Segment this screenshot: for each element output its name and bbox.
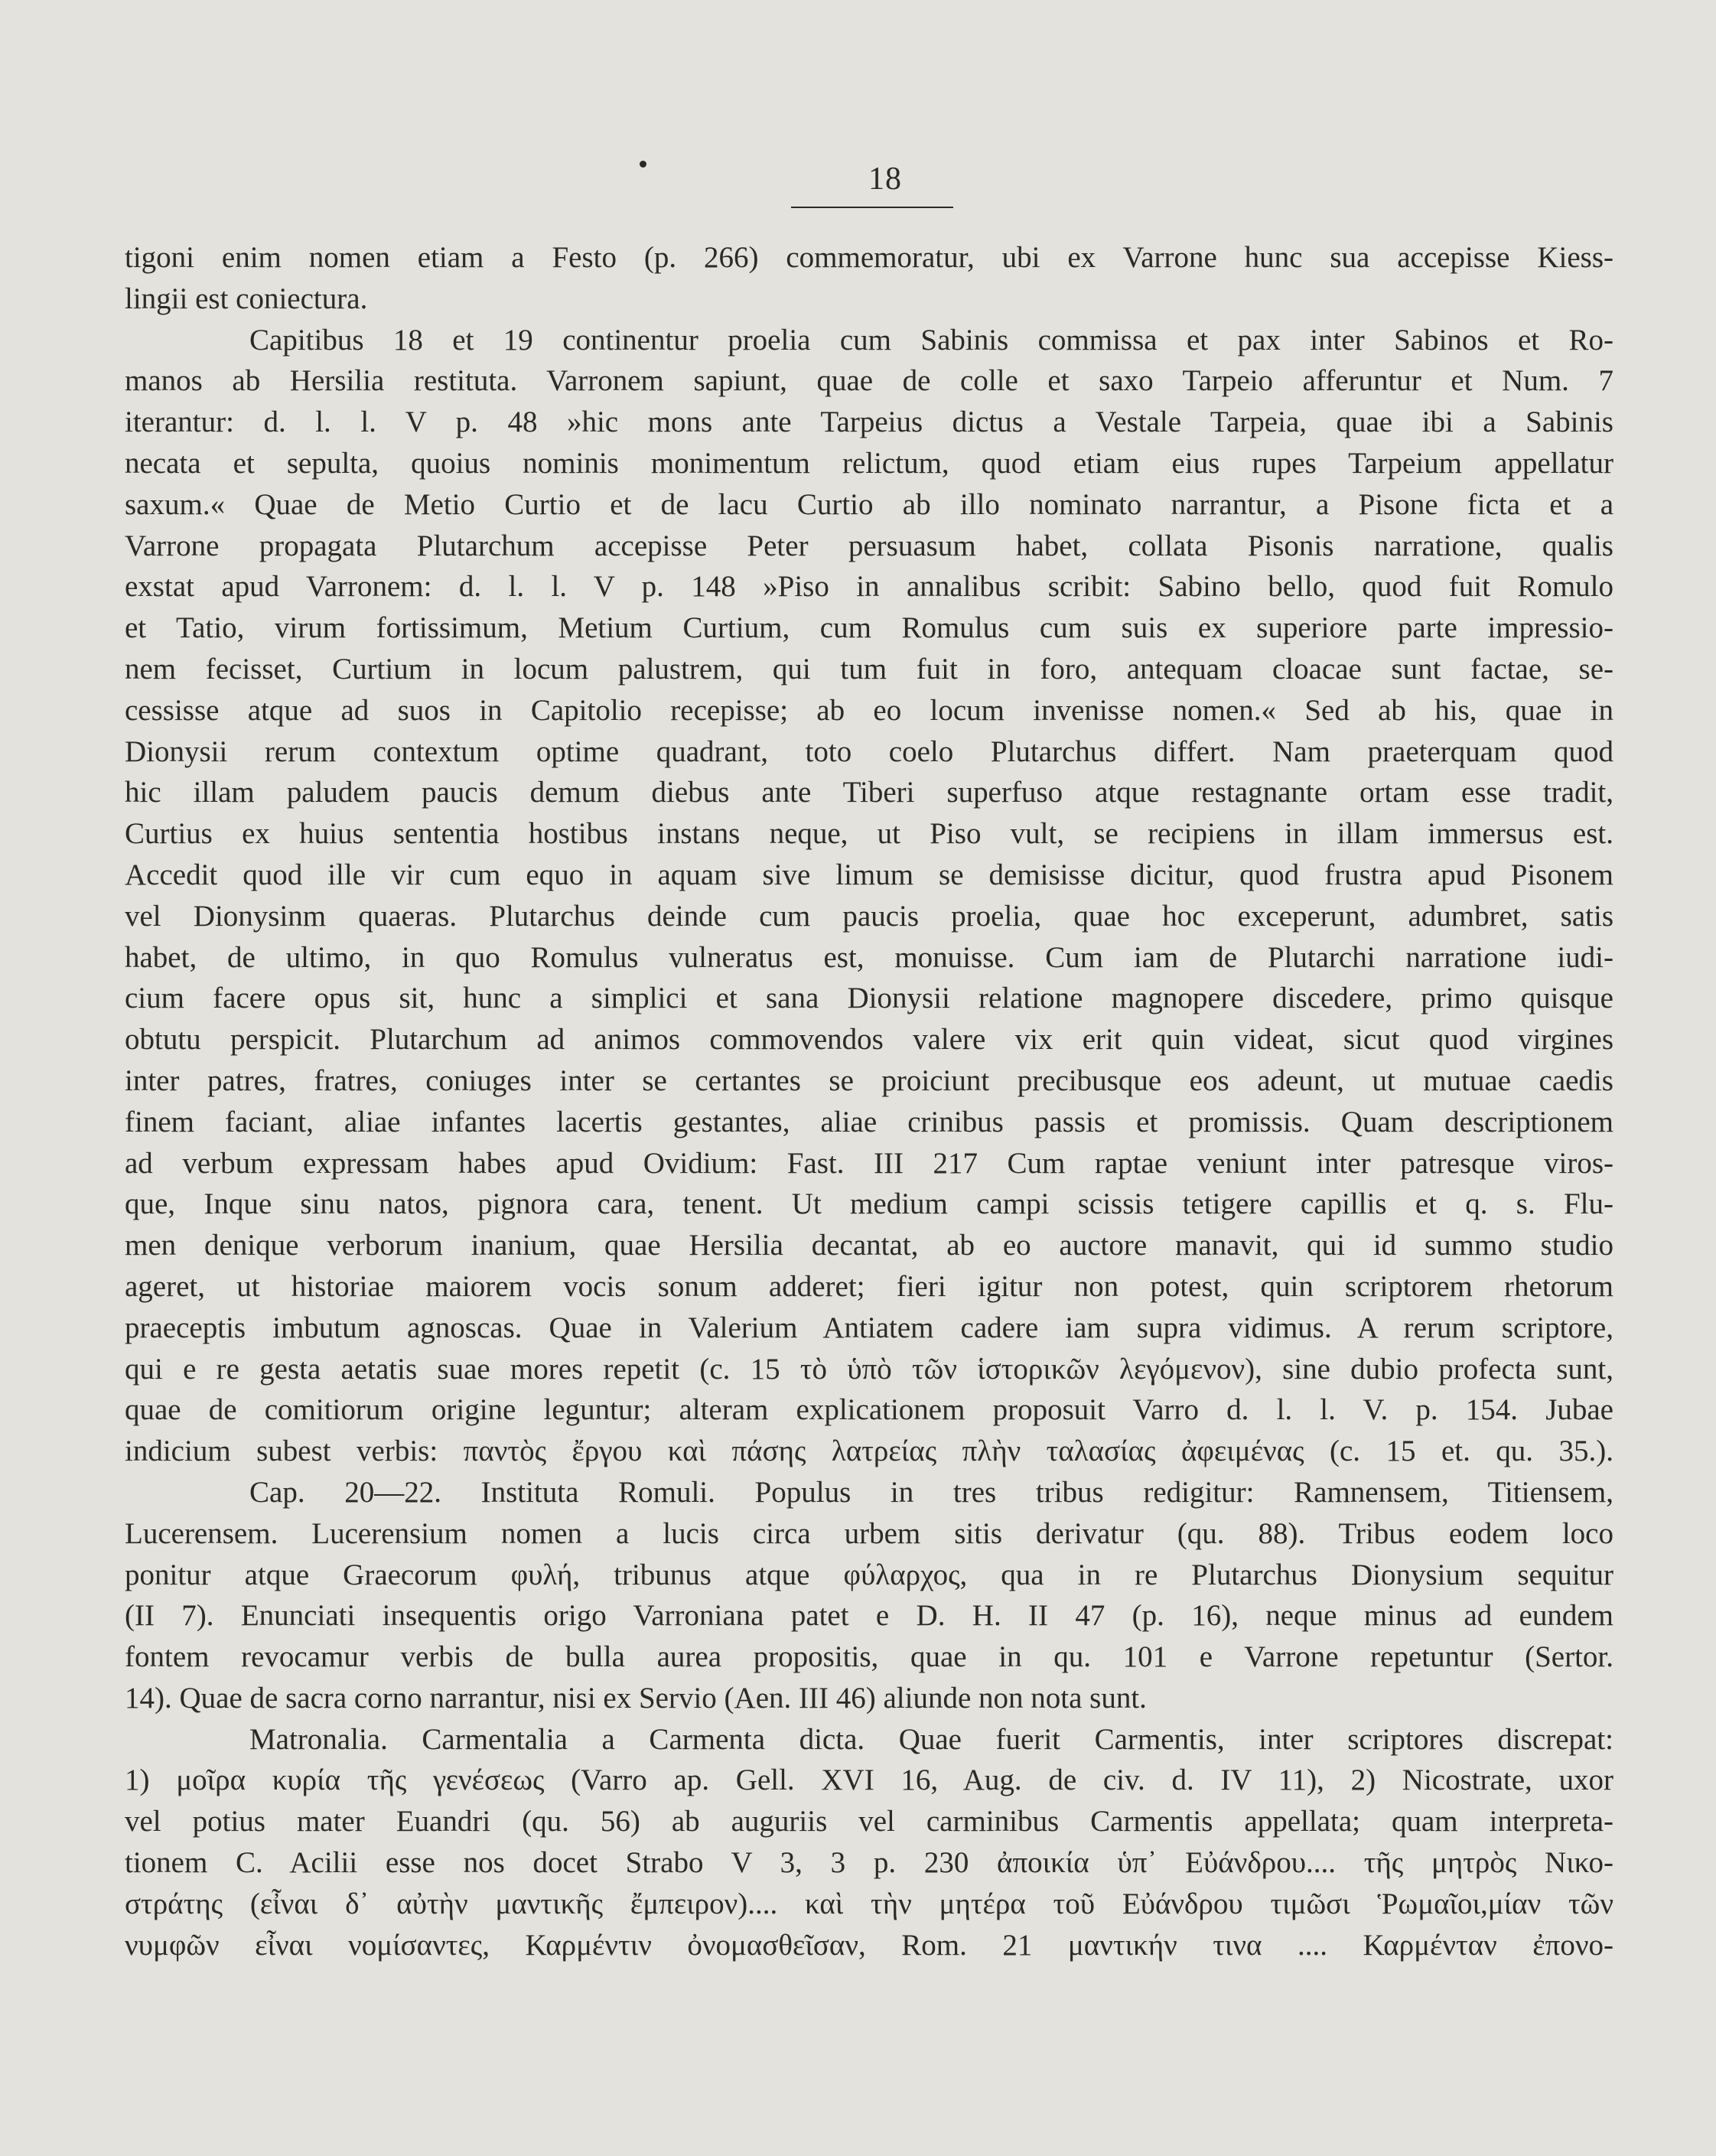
text-line: cium facere opus sit, hunc a simplici et sana Dionysii relatione magnopere discedere, primo quisque — [125, 982, 1613, 1015]
text-line: Varrone propagata Plutarchum accepisse Peter persuasum habet, collata Pisonis narratione, qualis — [125, 529, 1613, 562]
text-line: στράτης (εἶναι δ᾽ αὐτὴν μαντικῆς ἔμπειρον).... καὶ τὴν μητέρα τοῦ Εὐάνδρου τιμῶσι Ῥωμαῖοι,μίαν τῶν — [125, 1887, 1613, 1920]
text-line: saxum.« Quae de Metio Curtio et de lacu Curtio ab illo nominato narrantur, a Pisone ficta et a — [125, 487, 1613, 521]
text-line: tionem C. Acilii esse nos docet Strabo V 3, 3 p. 230 ἀποικία ὑπ᾽ Εὐάνδρου.... τῆς μητρὸς Νικο- — [125, 1846, 1613, 1880]
text-line: habet, de ultimo, in quo Romulus vulneratus est, monuisse. Cum iam de Plutarchi narratione iudi- — [125, 940, 1613, 974]
text-line: hic illam paludem paucis demum diebus ante Tiberi superfuso atque restagnante ortam esse tradit, — [125, 776, 1613, 809]
text-line: Accedit quod ille vir cum equo in aquam sive limum se demisisse dicitur, quod frustra apud Pisonem — [125, 858, 1613, 891]
print-mark — [640, 161, 646, 168]
text-line: Capitibus 18 et 19 continentur proelia cum Sabinis commissa et pax inter Sabinos et Ro- — [249, 323, 1613, 357]
text-line: vel potius mater Euandri (qu. 56) ab auguriis vel carminibus Carmentis appellata; quam interpreta- — [125, 1805, 1613, 1838]
page-number: 18 — [868, 161, 902, 197]
text-line: (II 7). Enunciati insequentis origo Varroniana patet e D. H. II 47 (p. 16), neque minus ad eundem — [125, 1599, 1613, 1633]
text-line: tigoni enim nomen etiam a Festo (p. 266) commemoratur, ubi ex Varrone hunc sua accepisse Kiess- — [125, 241, 1613, 274]
text-line: ponitur atque Graecorum φυλή, tribunus atque φύλαρχος, qua in re Plutarchus Dionysium sequitur — [125, 1558, 1613, 1591]
text-line: qui e re gesta aetatis suae mores repetit (c. 15 τὸ ὑπὸ τῶν ἱστορικῶν λεγόμενον), sine dubio profecta sunt, — [125, 1352, 1613, 1386]
text-line: ageret, ut historiae maiorem vocis sonum adderet; fieri igitur non potest, quin scriptorem rhetorum — [125, 1269, 1613, 1303]
text-line: inter patres, fratres, coniuges inter se certantes se proiciunt precibusque eos adeunt, ut mutuae caedis — [125, 1063, 1613, 1097]
text-line: necata et sepulta, quoius nominis monimentum relictum, quod etiam eius rupes Tarpeium appellatur — [125, 446, 1613, 480]
text-line: cessisse atque ad suos in Capitolio recepisse; ab eo locum invenisse nomen.« Sed ab his, quae in — [125, 693, 1613, 727]
text-line: Matronalia. Carmentalia a Carmenta dicta. Quae fuerit Carmentis, inter scriptores discrepat: — [249, 1722, 1613, 1756]
text-line: iterantur: d. l. l. V p. 48 »hic mons ante Tarpeius dictus a Vestale Tarpeia, quae ibi a Sabinis — [125, 405, 1613, 439]
text-line: exstat apud Varronem: d. l. l. V p. 148 »Piso in annalibus scribit: Sabino bello, quod fuit Romulo — [125, 570, 1613, 604]
text-line: fontem revocamur verbis de bulla aurea propositis, quae in qu. 101 e Varrone repetuntur (Sertor. — [125, 1640, 1613, 1674]
text-line: praeceptis imbutum agnoscas. Quae in Valerium Antiatem cadere iam supra vidimus. A rerum scriptore, — [125, 1311, 1613, 1344]
text-line: 14). Quae de sacra corno narrantur, nisi ex Servio (Aen. III 46) aliunde non nota sunt. — [125, 1681, 1147, 1715]
text-line: Cap. 20—22. Instituta Romuli. Populus in tres tribus redigitur: Ramnensem, Titiensem, — [249, 1475, 1613, 1509]
text-line: men denique verborum inanium, quae Hersilia decantat, ab eo auctore manavit, qui id summo studio — [125, 1229, 1613, 1262]
text-line: indicium subest verbis: παντὸς ἔργου καὶ πάσης λατρείας πλὴν ταλασίας ἀφειμένας (c. 15 et. qu. 35.). — [125, 1435, 1613, 1468]
text-line: Dionysii rerum contextum optime quadrant, toto coelo Plutarchus differt. Nam praeterquam quod — [125, 734, 1613, 768]
text-line: lingii est coniectura. — [125, 282, 368, 315]
text-line: manos ab Hersilia restituta. Varronem sapiunt, quae de colle et saxo Tarpeio afferuntur et Num. 7 — [125, 364, 1613, 398]
text-line: nem fecisset, Curtium in locum palustrem, qui tum fuit in foro, antequam cloacae sunt factae, se- — [125, 652, 1613, 686]
text-line: finem faciant, aliae infantes lacertis gestantes, aliae crinibus passis et promissis. Quam descriptionem — [125, 1105, 1613, 1138]
text-line: ad verbum expressam habes apud Ovidium: Fast. III 217 Cum raptae veniunt inter patresque viros- — [125, 1146, 1613, 1180]
body-text — [125, 237, 1613, 1965]
text-line: νυμφῶν εἶναι νομίσαντες, Καρμέντιν ὀνομασθεῖσαν, Rom. 21 μαντικήν τινα .... Καρμένταν ἐπονο- — [125, 1928, 1613, 1962]
text-line: Curtius ex huius sententia hostibus instans neque, ut Piso vult, se recipiens in illam immersus est. — [125, 817, 1613, 851]
text-line: quae de comitiorum origine leguntur; alteram explicationem proposuit Varro d. l. l. V. p. 154. Jubae — [125, 1393, 1613, 1427]
text-line: obtutu perspicit. Plutarchum ad animos commovendos valere vix erit quin videat, sicut quod virgines — [125, 1023, 1613, 1057]
text-line: Lucerensem. Lucerensium nomen a lucis circa urbem sitis derivatur (qu. 88). Tribus eodem loco — [125, 1516, 1613, 1550]
text-line: que, Inque sinu natos, pignora cara, tenent. Ut medium campi scissis tetigere capillis et q. s. Flu- — [125, 1187, 1613, 1221]
text-line: 1) μοῖρα κυρία τῆς γενέσεως (Varro ap. Gell. XVI 16, Aug. de civ. d. IV 11), 2) Nicostrate, uxor — [125, 1764, 1613, 1797]
text-line: et Tatio, virum fortissimum, Metium Curtium, cum Romulus cum suis ex superiore parte impressio- — [125, 611, 1613, 645]
text-line: vel Dionysinm quaeras. Plutarchus deinde cum paucis proelia, quae hoc exceperunt, adumbret, satis — [125, 899, 1613, 933]
header-rule — [791, 207, 953, 208]
